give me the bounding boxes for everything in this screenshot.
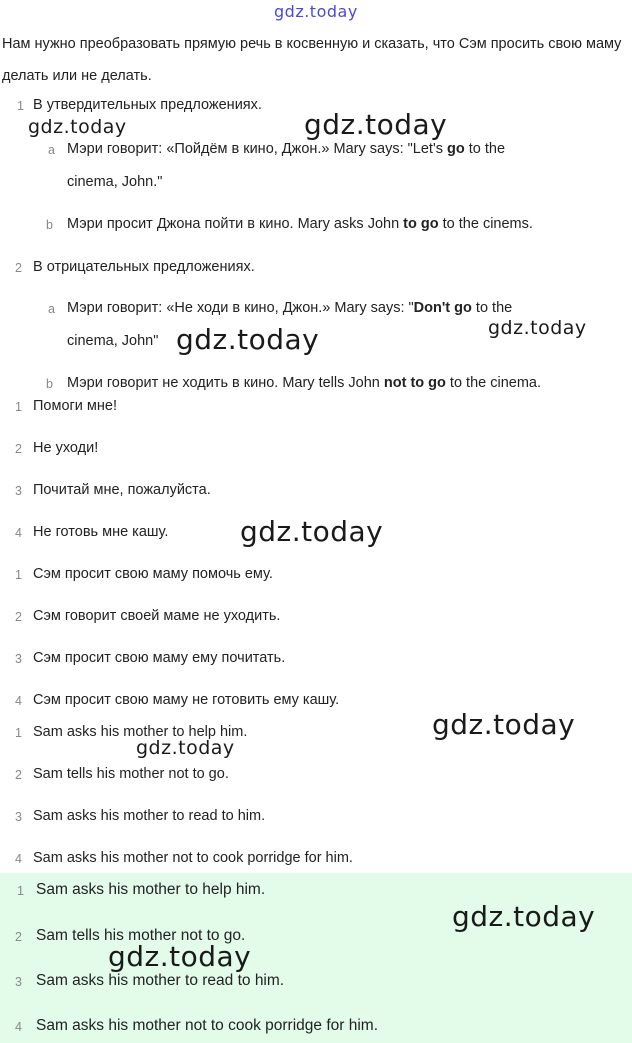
intro-text: Нам нужно преобразовать прямую речь в косвенную и сказать, что Сэм просить свою маму делать или не делать. <box>2 36 622 84</box>
section-number: 1 <box>17 99 24 113</box>
item-line-cont: cinema, John" <box>67 333 159 349</box>
watermark: gdz.today <box>240 515 384 548</box>
list-item: Сэм говорит своей маме не уходить. <box>33 608 281 624</box>
answer-item: Sam tells his mother not to go. <box>36 927 246 944</box>
watermark-top: gdz.today <box>274 2 358 21</box>
watermark: gdz.today <box>304 108 448 141</box>
list-item: Почитай мне, пожалуйста. <box>33 482 211 498</box>
item-letter: b <box>46 377 53 391</box>
item-letter: b <box>46 218 53 232</box>
section-number: 2 <box>15 261 22 275</box>
watermark: gdz.today <box>176 323 320 356</box>
list-item: Sam asks his mother not to cook porridge for him. <box>33 850 353 866</box>
watermark: gdz.today <box>108 940 252 973</box>
watermark: gdz.today <box>28 116 127 138</box>
list-item: Sam asks his mother to help him. <box>33 724 248 740</box>
answer-item: Sam asks his mother to help him. <box>36 881 266 898</box>
list-item: Не уходи! <box>33 440 99 456</box>
list-item: Помоги мне! <box>33 398 118 414</box>
watermark: gdz.today <box>488 317 587 339</box>
item-line: Мэри говорит не ходить в кино. Mary tells John not to go to the cinema. <box>67 375 541 391</box>
list-item: Sam asks his mother to read to him. <box>33 808 266 824</box>
item-line: Мэри говорит: «Пойдём в кино, Джон.» Mary says: "Let's go to the <box>67 141 506 157</box>
item-line-cont: cinema, John." <box>67 174 163 190</box>
watermark: gdz.today <box>136 737 235 759</box>
list-item: Не готовь мне кашу. <box>33 524 169 540</box>
list-item: Сэм просит свою маму помочь ему. <box>33 566 273 582</box>
item-line: Мэри просит Джона пойти в кино. Mary asks John to go to the cinems. <box>67 216 533 232</box>
item-letter: a <box>48 302 55 316</box>
item-line: Мэри говорит: «Не ходи в кино, Джон.» Mary says: "Don't go to the <box>67 300 513 316</box>
list-item: Сэм просит свою маму не готовить ему кашу. <box>33 692 340 708</box>
item-letter: a <box>48 143 55 157</box>
answer-item: Sam asks his mother to read to him. <box>36 972 285 989</box>
watermark: gdz.today <box>452 900 596 933</box>
list-item: Sam tells his mother not to go. <box>33 766 229 782</box>
answer-item: Sam asks his mother not to cook porridge for him. <box>36 1017 379 1034</box>
list-item: Сэм просит свою маму ему почитать. <box>33 650 286 666</box>
section-title: В утвердительных предложениях. <box>33 97 262 113</box>
watermark: gdz.today <box>432 708 576 741</box>
section-title: В отрицательных предложениях. <box>33 259 255 275</box>
